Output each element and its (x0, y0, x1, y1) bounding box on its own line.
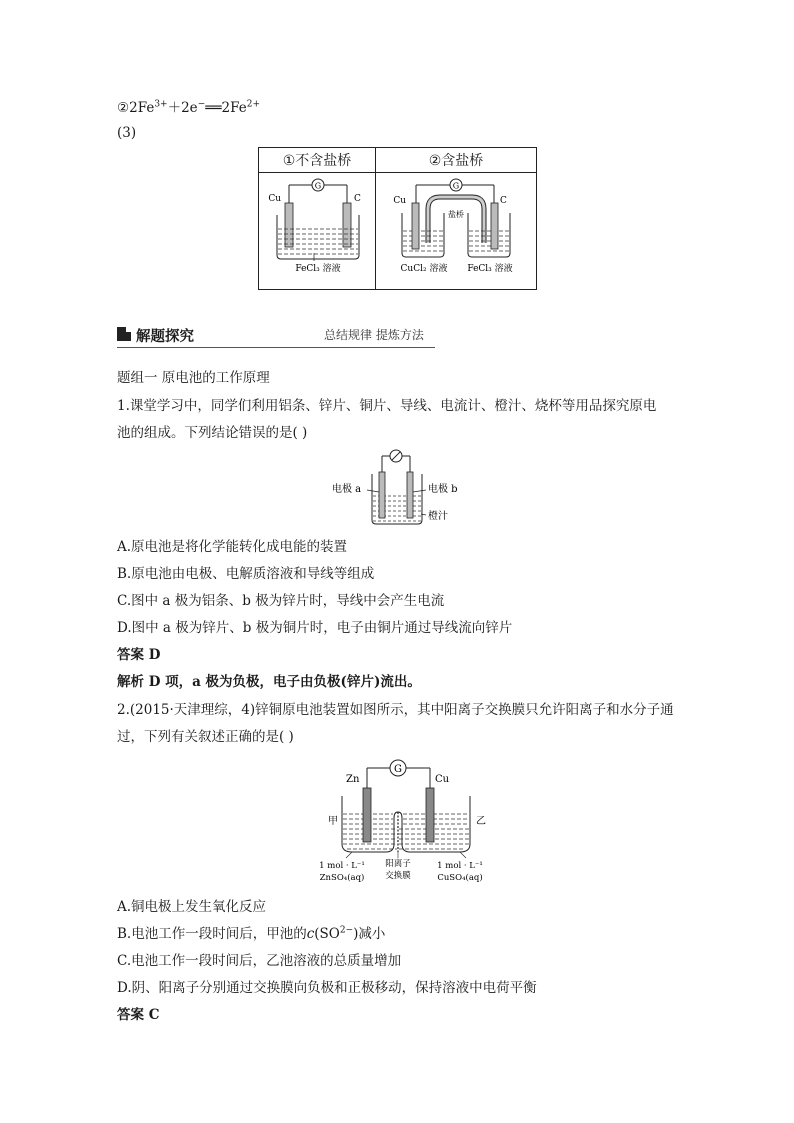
meter-label: G (394, 764, 402, 775)
meter-label: G (452, 181, 460, 191)
q2-option-d: D.阴、阳离子分别通过交换膜向负极和正极移动，保持溶液中电荷平衡 (117, 980, 537, 996)
cu-electrode (412, 203, 419, 249)
cell-jia-label: 甲 (328, 816, 338, 827)
q2-figure (312, 752, 502, 892)
section-square-icon (117, 327, 131, 341)
q1-answer: 答案 D (117, 647, 161, 663)
electrode-label: Cu (268, 194, 281, 204)
meter-label: G (314, 181, 322, 191)
q1-analysis (117, 673, 421, 691)
electrode-label: Cu (393, 196, 406, 206)
analysis-text: D 项，a 极为负极，电子由负极(锌片)流出。 (144, 674, 421, 690)
equation-superscript: 3+ (154, 99, 168, 110)
q1-option-a: A.原电池是将化学能转化成电能的装置 (117, 539, 348, 555)
group-title: 题组一 原电池的工作原理 (117, 370, 270, 386)
q1-option-b: B.原电池由电极、电解质溶液和导线等组成 (117, 566, 375, 582)
cu-electrode (426, 788, 434, 842)
cu-electrode (285, 203, 293, 247)
q2-option-c: C.电池工作一段时间后，乙池溶液的总质量增加 (117, 953, 402, 969)
salt-bridge-label: 盐桥 (448, 210, 464, 219)
equation-part: ＋2e (167, 100, 198, 116)
cell-with-bridge-diagram (376, 173, 537, 290)
electrode-label: C (354, 194, 361, 204)
q2-option-a: A.铜电极上发生氧化反应 (117, 899, 267, 915)
zn-electrode (363, 788, 371, 842)
analysis-label: 解析 (117, 674, 144, 690)
c-electrode (343, 203, 351, 247)
ion-charge: 2− (339, 925, 354, 936)
juice-label: 橙汁 (428, 511, 448, 522)
right-concentration: 1 mol · L⁻¹ (437, 861, 483, 871)
section-divider (117, 347, 435, 348)
cell-yi-label: 乙 (476, 816, 486, 827)
option-text: (SO (314, 926, 340, 942)
solution-label: CuCl₂ 溶液 (400, 264, 448, 274)
table-header-no-bridge: ①不含盐桥 (259, 148, 376, 173)
membrane-label: 阳离子 (385, 859, 411, 869)
electrode-b-label: 电极 b (428, 484, 458, 495)
left-solution: ZnSO₄(aq) (319, 873, 365, 883)
equation-superscript: 2+ (246, 99, 260, 110)
option-text: )减小 (353, 926, 386, 942)
q1-stem-line: 1.课堂学习中，同学们利用铝条、锌片、铜片、导线、电流计、橙汁、烧杯等用品探究原电 (117, 398, 657, 414)
right-solution: CuSO₄(aq) (437, 873, 483, 883)
equation-line (117, 99, 260, 117)
solution-label: FeCl₃ 溶液 (467, 264, 513, 274)
q1-stem-line: 池的组成。下列结论错误的是( ) (117, 425, 308, 441)
option-text: B.电池工作一段时间后，甲池的 (117, 926, 307, 942)
zn-label: Zn (346, 774, 360, 785)
equation-superscript: − (197, 99, 206, 110)
table-header-with-bridge: ②含盐桥 (376, 148, 537, 173)
solution-label: FeCl₃ 溶液 (295, 264, 341, 274)
left-concentration: 1 mol · L⁻¹ (319, 861, 365, 871)
equation-equals: ══ (205, 100, 222, 116)
single-cell-diagram (259, 173, 375, 285)
electrode-b (407, 472, 413, 518)
cell-no-bridge-diagram (259, 173, 376, 290)
q1-option-d: D.图中 a 极为锌片、b 极为铜片时，电子由铜片通过导线流向锌片 (117, 620, 513, 636)
electrode-a-label: 电极 a (332, 484, 362, 495)
section-title: 解题探究 (136, 329, 194, 345)
section-subtitle: 总结规律 提炼方法 (324, 328, 424, 342)
comparison-table (258, 147, 537, 290)
q2-option-b (117, 925, 385, 943)
q2-stem-line: 2.(2015·天津理综，4)锌铜原电池装置如图所示，其中阳离子交换膜只允许阳离子和水分子通 (117, 702, 674, 718)
q1-figure (330, 448, 470, 530)
c-electrode (491, 203, 498, 249)
electrode-label: C (500, 196, 507, 206)
q2-answer: 答案 C (117, 1007, 160, 1023)
electrode-a (379, 472, 385, 518)
concentration-symbol: c (306, 926, 315, 942)
q2-stem-line: 过，下列有关叙述正确的是( ) (117, 729, 294, 745)
salt-bridge-diagram (376, 173, 536, 285)
beaker-left-icon (402, 213, 444, 257)
equation-part: 2Fe (221, 100, 247, 116)
membrane-label: 交换膜 (385, 871, 411, 881)
q1-option-c: C.图中 a 极为铝条、b 极为锌片时，导线中会产生电流 (117, 593, 445, 609)
section-header (117, 325, 435, 349)
cu-label: Cu (435, 774, 450, 785)
part-number: (3) (117, 125, 137, 141)
equation-part: ②2Fe (117, 100, 155, 116)
beaker-right-icon (468, 213, 510, 257)
